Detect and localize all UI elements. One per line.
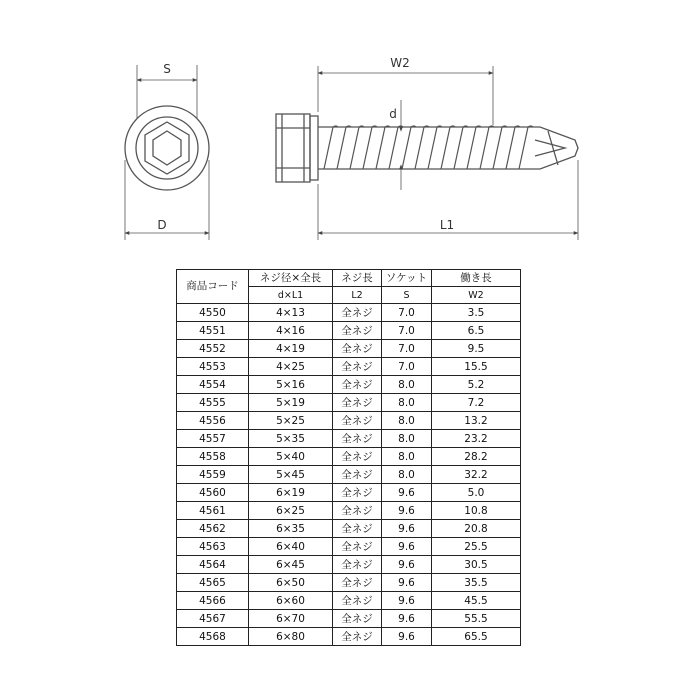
cell-thread-length: 全ネジ: [333, 358, 382, 376]
cell-code: 4557: [177, 430, 249, 448]
cell-thread-length: 全ネジ: [333, 376, 382, 394]
header-code: 商品コード: [177, 270, 249, 304]
cell-work-length: 9.5: [432, 340, 521, 358]
cell-code: 4563: [177, 538, 249, 556]
dim-label-d-outer: D: [157, 218, 167, 232]
cell-work-length: 65.5: [432, 628, 521, 646]
cell-size: 6×60: [249, 592, 333, 610]
table-row: [177, 304, 521, 322]
cell-thread-length: 全ネジ: [333, 466, 382, 484]
cell-code: 4567: [177, 610, 249, 628]
cell-socket: 8.0: [382, 394, 432, 412]
cell-work-length: 28.2: [432, 448, 521, 466]
cell-socket: 9.6: [382, 574, 432, 592]
cell-size: 6×50: [249, 574, 333, 592]
cell-work-length: 45.5: [432, 592, 521, 610]
cell-thread-length: 全ネジ: [333, 304, 382, 322]
cell-code: 4553: [177, 358, 249, 376]
cell-thread-length: 全ネジ: [333, 538, 382, 556]
cell-work-length: 32.2: [432, 466, 521, 484]
table-row: [177, 484, 521, 502]
cell-thread-length: 全ネジ: [333, 610, 382, 628]
head-end-view: [125, 65, 209, 240]
cell-size: 5×25: [249, 412, 333, 430]
cell-socket: 8.0: [382, 466, 432, 484]
cell-work-length: 3.5: [432, 304, 521, 322]
cell-code: 4552: [177, 340, 249, 358]
cell-size: 5×40: [249, 448, 333, 466]
cell-work-length: 5.0: [432, 484, 521, 502]
cell-code: 4555: [177, 394, 249, 412]
cell-code: 4558: [177, 448, 249, 466]
cell-socket: 8.0: [382, 376, 432, 394]
cell-work-length: 35.5: [432, 574, 521, 592]
cell-thread-length: 全ネジ: [333, 574, 382, 592]
table-row: [177, 376, 521, 394]
cell-size: 5×45: [249, 466, 333, 484]
cell-thread-length: 全ネジ: [333, 430, 382, 448]
header-size-sub: d×L1: [249, 287, 333, 304]
table-row: [177, 394, 521, 412]
table-row: [177, 520, 521, 538]
cell-size: 5×35: [249, 430, 333, 448]
cell-thread-length: 全ネジ: [333, 394, 382, 412]
cell-socket: 9.6: [382, 502, 432, 520]
cell-thread-length: 全ネジ: [333, 628, 382, 646]
dim-w2: [318, 66, 493, 125]
header-socket-sub: S: [382, 287, 432, 304]
cell-code: 4560: [177, 484, 249, 502]
dim-label-s: S: [163, 62, 171, 76]
cell-size: 6×25: [249, 502, 333, 520]
cell-socket: 9.6: [382, 592, 432, 610]
cell-socket: 7.0: [382, 358, 432, 376]
header-work: 働き長: [432, 270, 521, 287]
cell-code: 4564: [177, 556, 249, 574]
cell-socket: 8.0: [382, 412, 432, 430]
cell-size: 4×16: [249, 322, 333, 340]
table-row: [177, 556, 521, 574]
table-row: [177, 466, 521, 484]
spec-table: [176, 269, 521, 646]
table-header-row: [177, 270, 521, 287]
table-row: [177, 358, 521, 376]
cell-work-length: 20.8: [432, 520, 521, 538]
cell-code: 4556: [177, 412, 249, 430]
cell-work-length: 6.5: [432, 322, 521, 340]
cell-size: 6×80: [249, 628, 333, 646]
header-thread-sub: L2: [333, 287, 382, 304]
cell-code: 4559: [177, 466, 249, 484]
cell-code: 4554: [177, 376, 249, 394]
cell-size: 4×19: [249, 340, 333, 358]
cell-size: 5×16: [249, 376, 333, 394]
cell-thread-length: 全ネジ: [333, 484, 382, 502]
cell-thread-length: 全ネジ: [333, 412, 382, 430]
cell-thread-length: 全ネジ: [333, 520, 382, 538]
cell-socket: 7.0: [382, 340, 432, 358]
table-row: [177, 538, 521, 556]
cell-socket: 9.6: [382, 628, 432, 646]
cell-code: 4550: [177, 304, 249, 322]
cell-work-length: 55.5: [432, 610, 521, 628]
cell-size: 6×70: [249, 610, 333, 628]
table-row: [177, 322, 521, 340]
cell-size: 4×13: [249, 304, 333, 322]
cell-code: 4551: [177, 322, 249, 340]
cell-thread-length: 全ネジ: [333, 448, 382, 466]
table-row: [177, 502, 521, 520]
dim-label-l1: L1: [439, 218, 455, 232]
table-row: [177, 430, 521, 448]
dim-label-w2: W2: [390, 56, 410, 70]
cell-socket: 9.6: [382, 520, 432, 538]
cell-socket: 7.0: [382, 322, 432, 340]
cell-size: 4×25: [249, 358, 333, 376]
table-row: [177, 448, 521, 466]
cell-size: 6×19: [249, 484, 333, 502]
header-thread: ネジ長: [333, 270, 382, 287]
cell-socket: 8.0: [382, 448, 432, 466]
cell-work-length: 10.8: [432, 502, 521, 520]
cell-thread-length: 全ネジ: [333, 592, 382, 610]
table-row: [177, 412, 521, 430]
cell-thread-length: 全ネジ: [333, 556, 382, 574]
cell-code: 4568: [177, 628, 249, 646]
cell-work-length: 13.2: [432, 412, 521, 430]
cell-size: 5×19: [249, 394, 333, 412]
cell-socket: 9.6: [382, 484, 432, 502]
header-socket: ソケット: [382, 270, 432, 287]
cell-size: 6×40: [249, 538, 333, 556]
cell-thread-length: 全ネジ: [333, 502, 382, 520]
cell-work-length: 5.2: [432, 376, 521, 394]
table-row: [177, 574, 521, 592]
cell-socket: 7.0: [382, 304, 432, 322]
cell-thread-length: 全ネジ: [333, 322, 382, 340]
table-row: [177, 340, 521, 358]
screw-technical-drawing: [0, 0, 700, 260]
cell-work-length: 15.5: [432, 358, 521, 376]
cell-code: 4561: [177, 502, 249, 520]
screw-threads: [324, 126, 533, 169]
table-row: [177, 610, 521, 628]
spec-table-body: [177, 304, 521, 646]
cell-code: 4565: [177, 574, 249, 592]
cell-size: 6×45: [249, 556, 333, 574]
table-row: [177, 628, 521, 646]
cell-socket: 9.6: [382, 610, 432, 628]
cell-work-length: 23.2: [432, 430, 521, 448]
cell-socket: 9.6: [382, 556, 432, 574]
cell-work-length: 7.2: [432, 394, 521, 412]
header-size: ネジ径×全長: [249, 270, 333, 287]
cell-work-length: 25.5: [432, 538, 521, 556]
cell-code: 4562: [177, 520, 249, 538]
cell-thread-length: 全ネジ: [333, 340, 382, 358]
cell-socket: 9.6: [382, 538, 432, 556]
cell-work-length: 30.5: [432, 556, 521, 574]
cell-code: 4566: [177, 592, 249, 610]
cell-socket: 8.0: [382, 430, 432, 448]
dim-label-d-thread: d: [389, 107, 397, 121]
screw-side-view: [276, 114, 578, 182]
header-work-sub: W2: [432, 287, 521, 304]
cell-size: 6×35: [249, 520, 333, 538]
table-row: [177, 592, 521, 610]
